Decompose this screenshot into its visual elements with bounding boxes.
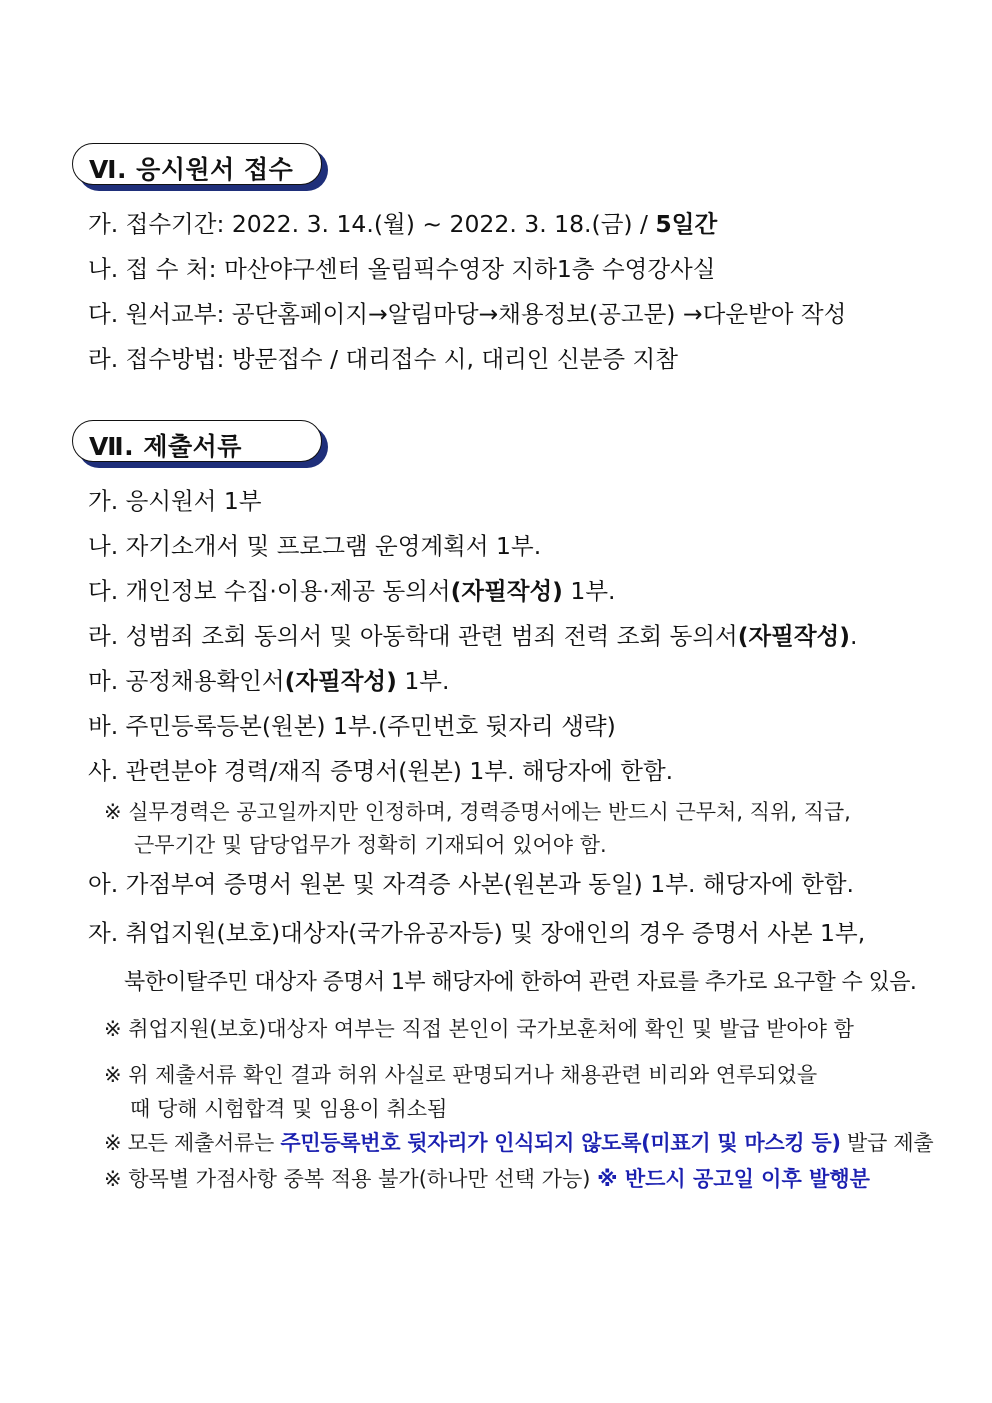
note-masking-text: ※ 모든 제출서류는 xyxy=(104,1131,281,1155)
doc-crime-check-text: 라. 성범죄 조회 동의서 및 아동학대 관련 범죄 전력 조회 동의서 xyxy=(88,622,738,650)
note-false-docs-line1: ※ 위 제출서류 확인 결과 허위 사실로 판명되거나 채용관련 비리와 연루되었을 xyxy=(104,1063,818,1087)
section-6-header xyxy=(72,143,322,185)
section-7-header xyxy=(72,420,322,462)
doc-career-certificate: 사. 관련분야 경력/재직 증명서(원본) 1부. 해당자에 한함. xyxy=(88,757,674,785)
note-veteran-check: ※ 취업지원(보호)대상자 여부는 직접 본인이 국가보훈처에 확인 및 발급 받아야 함 xyxy=(104,1017,854,1041)
reception-period xyxy=(88,209,717,239)
doc-application: 가. 응시원서 1부 xyxy=(88,487,262,515)
career-note-line2: 근무기간 및 담당업무가 정확히 기재되어 있어야 함. xyxy=(134,833,607,857)
doc-veteran-disabled-line2: 북한이탈주민 대상자 증명서 1부 해당자에 한하여 관련 자료를 추가로 요구할 수 있음. xyxy=(124,970,917,995)
note-no-duplicate xyxy=(104,1165,870,1193)
application-distribution: 다. 원서교부: 공단홈페이지→알림마당→채용정보(공고문) →다운받아 작성 xyxy=(88,300,847,328)
doc-crime-check-consent xyxy=(88,621,857,651)
doc-bonus-certificate: 아. 가점부여 증명서 원본 및 자격증 사본(원본과 동일) 1부. 해당자에 한함. xyxy=(88,870,855,898)
doc-fair-hiring-text: 마. 공정채용확인서 xyxy=(88,667,285,695)
reception-period-text: 가. 접수기간: 2022. 3. 14.(월) ~ 2022. 3. 18.(금) / xyxy=(88,210,656,238)
note-masking-highlight: 주민등록번호 뒷자리가 인식되지 않도록(미표기 및 마스킹 등) xyxy=(280,1131,841,1155)
doc-veteran-disabled-line1: 자. 취업지원(보호)대상자(국가유공자등) 및 장애인의 경우 증명서 사본 1부, xyxy=(88,919,866,947)
reception-period-duration: 5일간 xyxy=(655,210,718,238)
reception-method: 라. 접수방법: 방문접수 / 대리접수 시, 대리인 신분증 지참 xyxy=(88,345,678,373)
doc-fair-hiring-count: 1부. xyxy=(396,667,450,695)
handwritten-mark: (자필작성) xyxy=(450,577,563,605)
doc-privacy-consent-count: 1부. xyxy=(562,577,616,605)
reception-place: 나. 접 수 처: 마산야구센터 올림픽수영장 지하1층 수영강사실 xyxy=(88,255,716,283)
doc-privacy-consent xyxy=(88,576,616,606)
doc-self-intro: 나. 자기소개서 및 프로그램 운영계획서 1부. xyxy=(88,532,542,560)
handwritten-mark: (자필작성) xyxy=(737,622,850,650)
doc-crime-check-end: . xyxy=(850,622,858,650)
note-masking-end: 발급 제출 xyxy=(840,1131,934,1155)
note-masking xyxy=(104,1129,933,1157)
handwritten-mark: (자필작성) xyxy=(284,667,397,695)
doc-fair-hiring xyxy=(88,666,449,696)
note-no-duplicate-text: ※ 항목별 가점사항 중복 적용 불가(하나만 선택 가능) xyxy=(104,1167,598,1191)
note-issued-after-highlight: ※ 반드시 공고일 이후 발행분 xyxy=(597,1167,870,1191)
section-7-title: Ⅶ. 제출서류 xyxy=(89,432,242,461)
doc-resident-registration: 바. 주민등록등본(원본) 1부.(주민번호 뒷자리 생략) xyxy=(88,712,616,740)
career-note-line1: ※ 실무경력은 공고일까지만 인정하며, 경력증명서에는 반드시 근무처, 직위, 직급, xyxy=(104,800,851,824)
section-6-title: Ⅵ. 응시원서 접수 xyxy=(89,155,294,184)
note-false-docs-line2: 때 당해 시험합격 및 임용이 취소됨 xyxy=(130,1097,448,1121)
doc-privacy-consent-text: 다. 개인정보 수집·이용·제공 동의서 xyxy=(88,577,451,605)
